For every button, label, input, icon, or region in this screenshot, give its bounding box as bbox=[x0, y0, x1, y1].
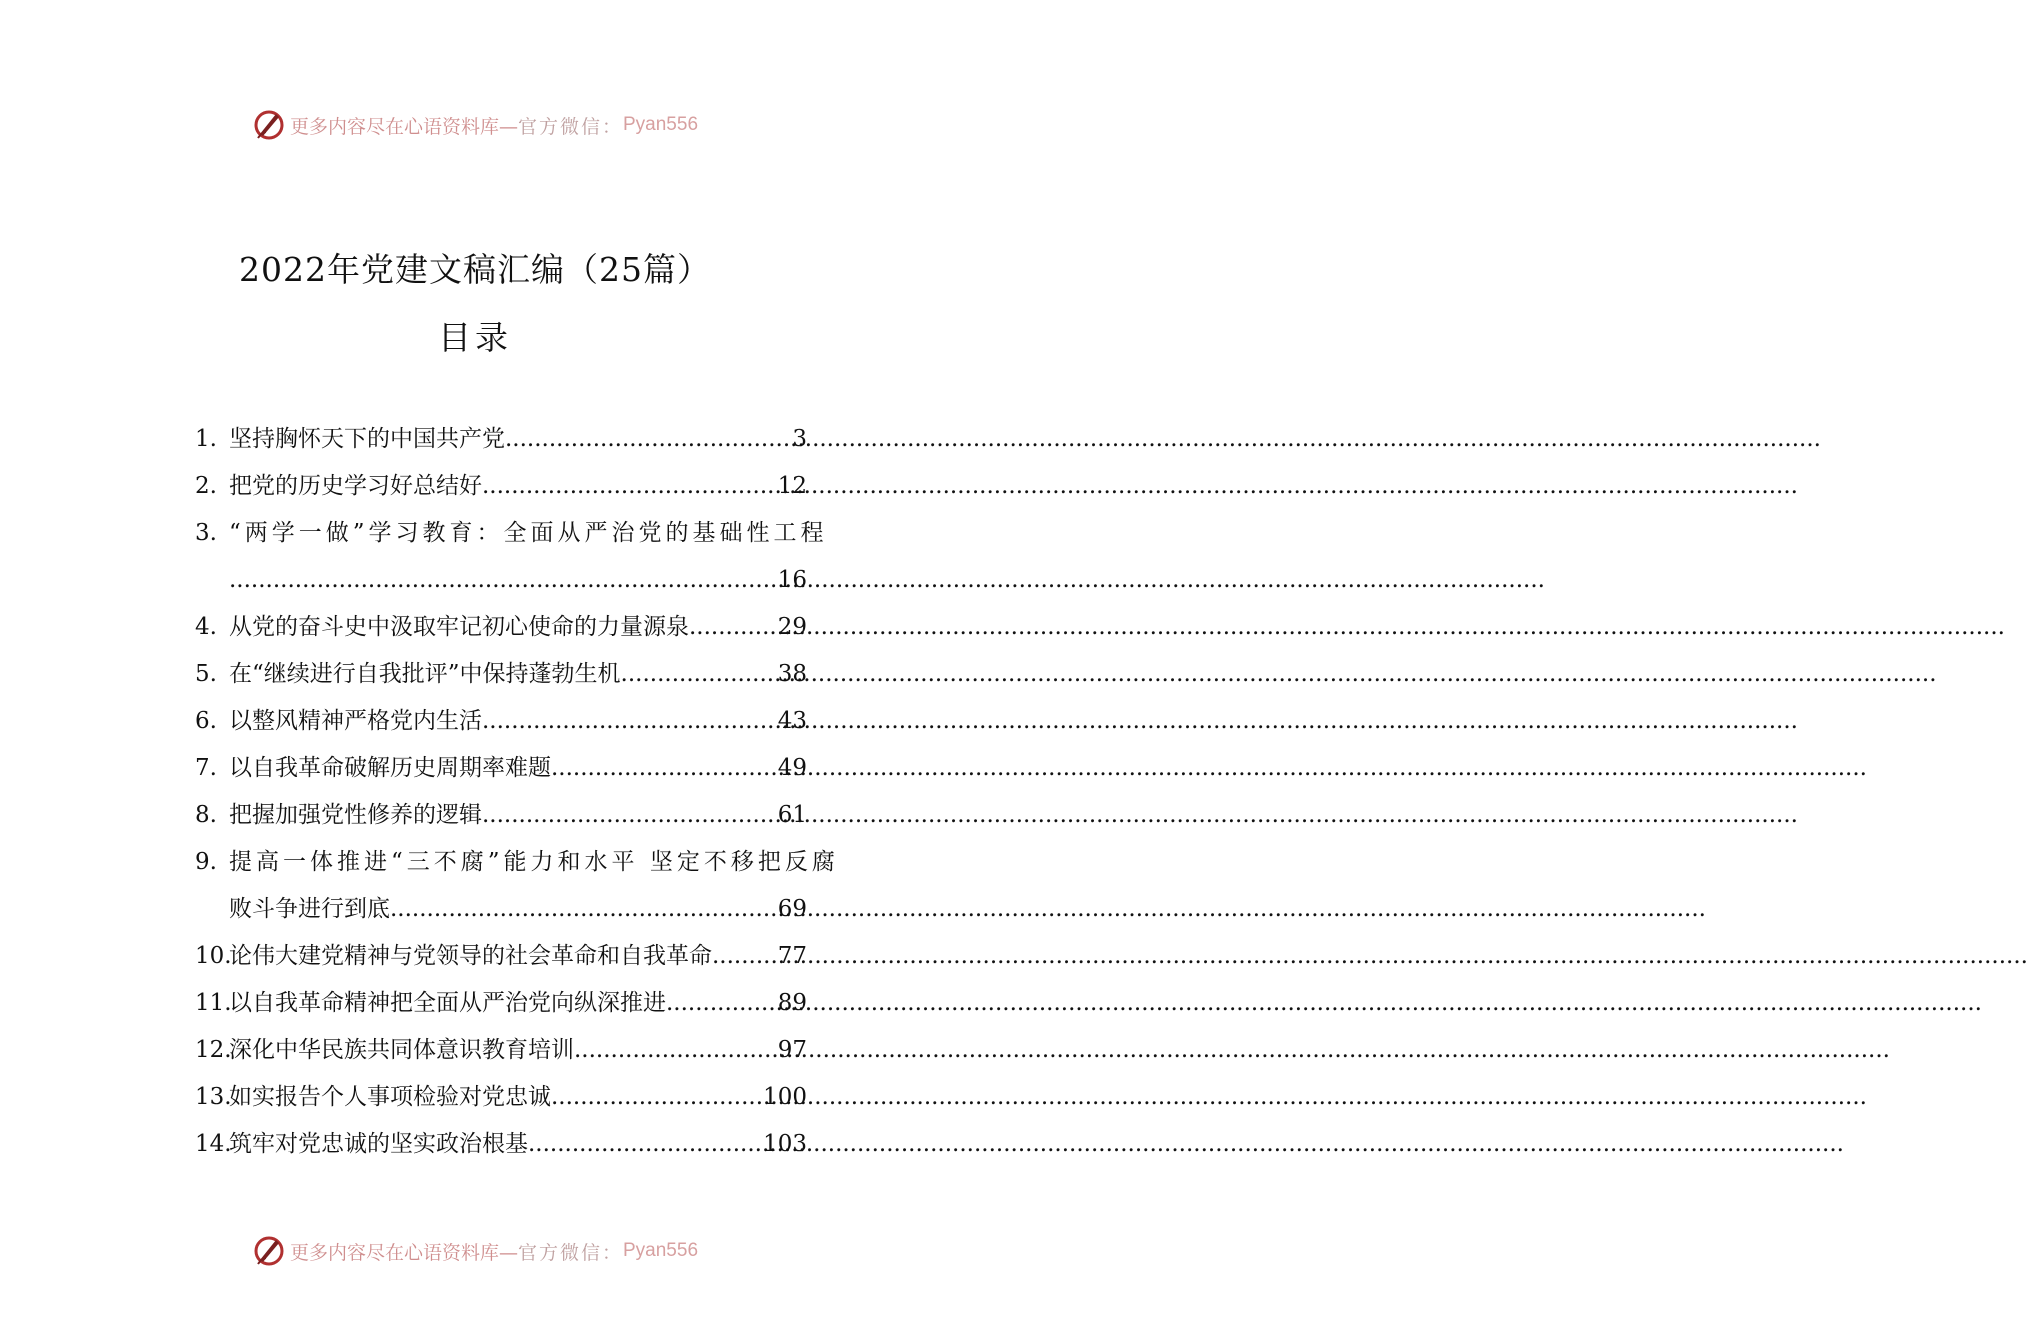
toc-entry-title: 深化中华民族共同体意识教育培训 bbox=[229, 1037, 574, 1063]
dot-leader bbox=[666, 984, 778, 1022]
toc-entry-page: 100 bbox=[763, 1084, 807, 1110]
toc-entry-title: 把握加强党性修养的逻辑 bbox=[229, 802, 482, 828]
dot-leader bbox=[528, 1125, 763, 1163]
toc-heading: 目录 bbox=[438, 318, 512, 357]
toc-entry-title: 在“继续进行自我批评”中保持蓬勃生机 bbox=[229, 661, 621, 687]
toc-entry-title: 以整风精神严格党内生活 bbox=[229, 708, 482, 734]
toc-entry-title-continued: 败斗争进行到底 bbox=[229, 896, 390, 922]
dot-leader bbox=[689, 608, 778, 646]
toc-entry-page: 43 bbox=[777, 708, 807, 734]
watermark-main-text: 更多内容尽在心语资料库— bbox=[289, 115, 518, 138]
watermark-header bbox=[0, 108, 950, 142]
dot-leader bbox=[551, 749, 778, 787]
toc-entry-page: 3 bbox=[792, 426, 807, 452]
toc-entry[interactable] bbox=[195, 608, 807, 655]
watermark-label: 官方微信： bbox=[517, 115, 623, 138]
toc-entry[interactable] bbox=[195, 749, 807, 796]
watermark-wechat-id: Pyan556 bbox=[623, 114, 699, 135]
dot-leader bbox=[621, 655, 778, 693]
toc-entry-page: 69 bbox=[777, 896, 807, 922]
toc-entry-title: 筑牢对党忠诚的坚实政治根基 bbox=[229, 1131, 528, 1157]
toc-entry-page: 89 bbox=[777, 990, 807, 1016]
toc-entry-title: 论伟大建党精神与党领导的社会革命和自我革命 bbox=[229, 943, 712, 969]
toc-entry[interactable] bbox=[195, 1078, 807, 1125]
toc-entry-number: 13. bbox=[195, 1084, 232, 1110]
quill-logo-icon bbox=[252, 1234, 286, 1268]
toc-entry-title: 提高一体推进“三不腐”能力和水平 坚定不移把反腐 bbox=[229, 849, 839, 875]
toc-entry[interactable] bbox=[195, 937, 807, 984]
watermark-footer bbox=[0, 1234, 950, 1268]
toc-entry-page: 29 bbox=[777, 614, 807, 640]
toc-entry[interactable] bbox=[195, 1125, 807, 1172]
toc-entry[interactable] bbox=[195, 420, 807, 467]
dot-leader bbox=[390, 890, 778, 928]
dot-leader bbox=[551, 1078, 763, 1116]
toc-entry-number: 14. bbox=[195, 1131, 232, 1157]
toc-entry[interactable] bbox=[195, 467, 807, 514]
toc-entry[interactable] bbox=[195, 984, 807, 1031]
toc-entry-page: 61 bbox=[777, 802, 807, 828]
toc-entry-continuation[interactable] bbox=[195, 561, 807, 608]
toc-entry-page: 77 bbox=[777, 943, 807, 969]
dot-leader bbox=[482, 467, 778, 505]
dot-leader bbox=[229, 561, 778, 599]
quill-logo-icon bbox=[252, 108, 286, 142]
dot-leader bbox=[482, 702, 778, 740]
toc-entry-page: 12 bbox=[777, 473, 807, 499]
toc-entry-number: 2. bbox=[195, 473, 217, 499]
toc-entry[interactable] bbox=[195, 796, 807, 843]
toc-entry-title: 从党的奋斗史中汲取牢记初心使命的力量源泉 bbox=[229, 614, 689, 640]
toc-entry-number: 11. bbox=[195, 990, 232, 1016]
toc-entry-number: 8. bbox=[195, 802, 217, 828]
toc-entry-number: 10. bbox=[195, 943, 232, 969]
toc-entry[interactable] bbox=[195, 514, 828, 561]
toc-entry[interactable] bbox=[195, 702, 807, 749]
toc-entry-page: 38 bbox=[777, 661, 807, 687]
toc-entry-continuation[interactable] bbox=[195, 890, 807, 937]
toc-entry-page: 16 bbox=[777, 567, 807, 593]
toc-entry-number: 1. bbox=[195, 426, 217, 452]
dot-leader bbox=[482, 796, 778, 834]
toc-entry[interactable] bbox=[195, 1031, 807, 1078]
toc-entry-number: 9. bbox=[195, 849, 217, 875]
toc-entry-page: 49 bbox=[777, 755, 807, 781]
toc-entry-number: 5. bbox=[195, 661, 217, 687]
toc-entry-title: 以自我革命破解历史周期率难题 bbox=[229, 755, 551, 781]
toc-entry-number: 7. bbox=[195, 755, 217, 781]
table-of-contents bbox=[195, 420, 839, 1172]
toc-entry-page: 103 bbox=[763, 1131, 807, 1157]
document-title: 2022年党建文稿汇编（25篇） bbox=[239, 250, 711, 289]
toc-entry[interactable] bbox=[195, 655, 807, 702]
watermark-main-text: 更多内容尽在心语资料库— bbox=[289, 1241, 518, 1264]
toc-entry[interactable] bbox=[195, 843, 839, 890]
toc-entry-number: 4. bbox=[195, 614, 217, 640]
toc-entry-title: 以自我革命精神把全面从严治党向纵深推进 bbox=[229, 990, 666, 1016]
watermark-wechat-id: Pyan556 bbox=[623, 1240, 699, 1261]
toc-entry-title: 把党的历史学习好总结好 bbox=[229, 473, 482, 499]
toc-entry-page: 97 bbox=[777, 1037, 807, 1063]
toc-entry-number: 12. bbox=[195, 1037, 232, 1063]
dot-leader bbox=[712, 937, 778, 975]
dot-leader bbox=[574, 1031, 778, 1069]
watermark-label: 官方微信： bbox=[517, 1241, 623, 1264]
toc-entry-number: 6. bbox=[195, 708, 217, 734]
toc-entry-title: 坚持胸怀天下的中国共产党 bbox=[229, 426, 505, 452]
toc-entry-title: “两学一做”学习教育：全面从严治党的基础性工程 bbox=[229, 520, 828, 546]
toc-entry-number: 3. bbox=[195, 520, 217, 546]
toc-entry-title: 如实报告个人事项检验对党忠诚 bbox=[229, 1084, 551, 1110]
dot-leader bbox=[505, 420, 792, 458]
